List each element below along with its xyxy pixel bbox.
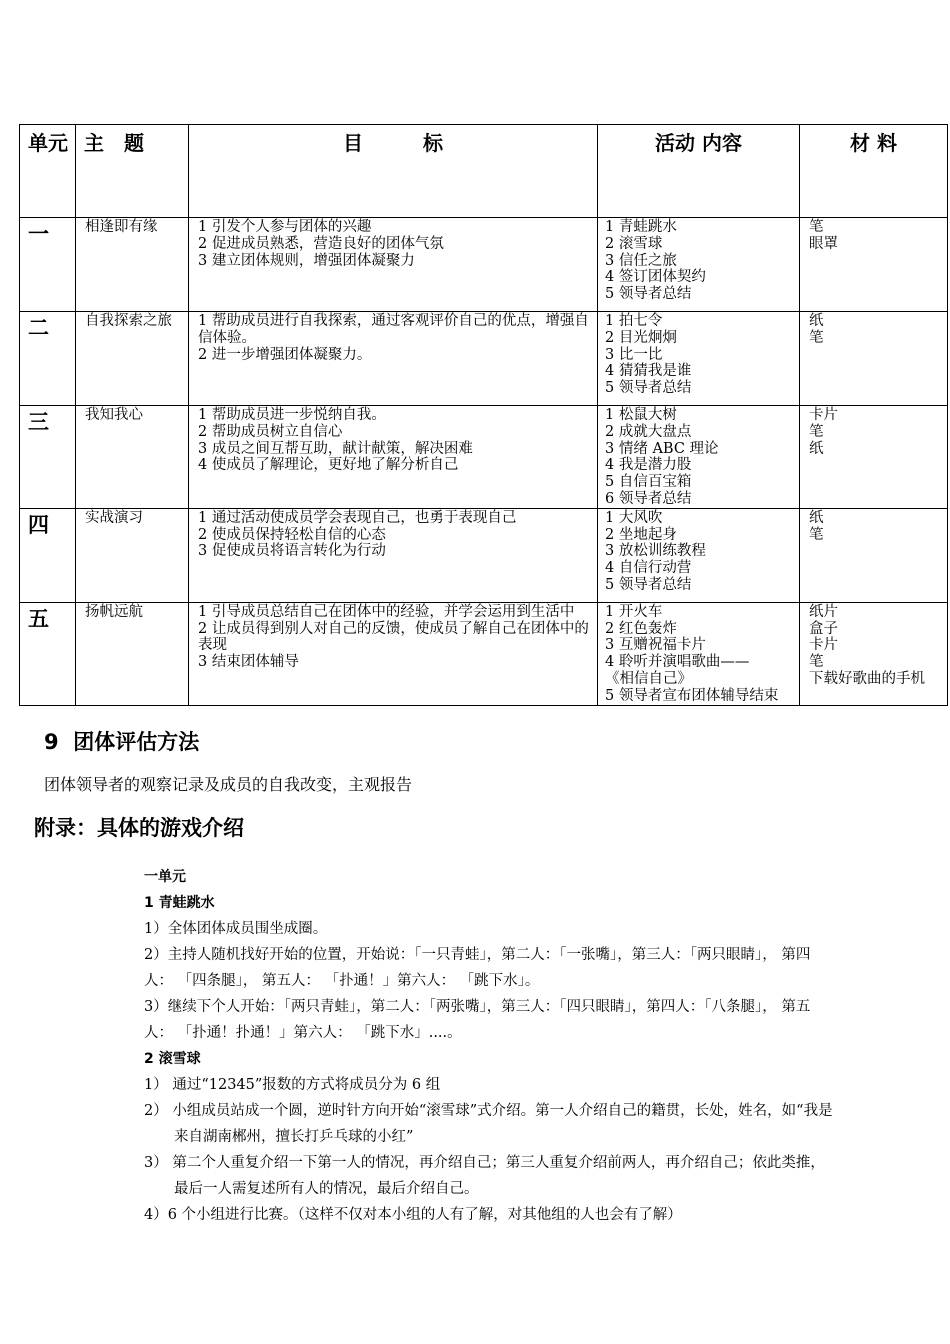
table-row [20,406,948,509]
game-2-step: 4）6 个小组进行比赛。（这样不仅对本小组的人有了解，对其他组的人也会有了解） [144,1207,682,1223]
game-descriptions [144,864,834,1228]
header-material: 材 料 [800,125,948,218]
appendix-heading: 附录：具体的游戏介绍 [34,816,244,840]
activity-cell: 1 拍七令 2 目光炯炯 3 比一比 4 猜猜我是谁 5 领导者总结 [598,312,800,406]
material-cell: 卡片 笔 纸 [800,406,948,509]
theme-cell: 我知我心 [76,406,189,509]
activity-cell: 1 开火车 2 红色轰炸 3 互赠祝福卡片 4 聆听并演唱歌曲—— 《相信自己》 5 领导者宣布团体辅导结束 [598,602,800,705]
header-theme: 主 题 [76,125,189,218]
table-row [20,218,948,312]
material-cell: 纸片 盒子 卡片 笔 下载好歌曲的手机 [800,602,948,705]
table-row [20,312,948,406]
header-activity: 活动 内容 [598,125,800,218]
material-cell: 笔 眼罩 [800,218,948,312]
unit-cell: 二 [20,312,76,406]
theme-cell: 实战演习 [76,508,189,602]
goal-cell: 1 引发个人参与团体的兴趣 2 促进成员熟悉，营造良好的团体气氛 3 建立团体规则，增强团体凝聚力 [189,218,598,312]
theme-cell: 自我探索之旅 [76,312,189,406]
unit-cell: 三 [20,406,76,509]
game-1-step: 2）主持人随机找好开始的位置，开始说：「一只青蛙」，第二人：「一张嘴」，第三人：「两只眼睛」， 第四人： 「四条腿」， 第五人： 「扑通！」第六人： 「跳下水」。 [144,947,811,989]
unit-title: 一单元 [144,869,186,885]
header-goal: 目 标 [189,125,598,218]
goal-cell: 1 帮助成员进行自我探索，通过客观评价自己的优点，增强自信体验。 2 进一步增强团体凝聚力。 [189,312,598,406]
game-2-step: 1） 通过“12345”报数的方式将成员分为 6 组 [144,1077,441,1093]
table-row [20,508,948,602]
unit-cell: 五 [20,602,76,705]
game-2-step: 3） 第二个人重复介绍一下第一人的情况，再介绍自己；第三人重复介绍前两人，再介绍自己；依此类推，最后一人需复述所有人的情况，最后介绍自己。 [144,1155,825,1197]
goal-cell: 1 通过活动使成员学会表现自己，也勇于表现自己 2 使成员保持轻松自信的心态 3 促使成员将语言转化为行动 [189,508,598,602]
game-1-step: 1）全体团体成员围坐成圈。 [144,921,328,937]
section-9-heading: 9 团体评估方法 [44,730,200,754]
unit-cell: 一 [20,218,76,312]
game-1-step: 3）继续下个人开始：「两只青蛙」，第二人：「两张嘴」，第三人：「四只眼睛」，第四人：「八条腿」， 第五人： 「扑通！扑通！」第六人： 「跳下水」....。 [144,999,811,1041]
section-9-text: 团体领导者的观察记录及成员的自我改变，主观报告 [44,775,413,794]
unit-cell: 四 [20,508,76,602]
game-2-title: 2 滚雪球 [144,1051,201,1067]
table-row [20,602,948,705]
game-2-step: 2） 小组成员站成一个圆，逆时针方向开始“滚雪球”式介绍。第一人介绍自己的籍贯，长处，姓名，如“我是来自湖南郴州，擅长打乒乓球的小红” [144,1103,833,1145]
header-unit: 单元 [20,125,76,218]
activity-plan-table [19,124,948,706]
activity-cell: 1 松鼠大树 2 成就大盘点 3 情绪 ABC 理论 4 我是潜力股 5 自信百宝箱 6 领导者总结 [598,406,800,509]
material-cell: 纸 笔 [800,508,948,602]
game-1-title: 1 青蛙跳水 [144,895,215,911]
theme-cell: 扬帆远航 [76,602,189,705]
goal-cell: 1 帮助成员进一步悦纳自我。 2 帮助成员树立自信心 3 成员之间互帮互助，献计献策，解决困难 4 使成员了解理论，更好地了解分析自己 [189,406,598,509]
material-cell: 纸 笔 [800,312,948,406]
goal-cell: 1 引导成员总结自己在团体中的经验，并学会运用到生活中 2 让成员得到别人对自己的反馈，使成员了解自己在团体中的表现 3 结束团体辅导 [189,602,598,705]
theme-cell: 相逢即有缘 [76,218,189,312]
table-header-row [20,125,948,218]
activity-cell: 1 青蛙跳水 2 滚雪球 3 信任之旅 4 签订团体契约 5 领导者总结 [598,218,800,312]
activity-cell: 1 大风吹 2 坐地起身 3 放松训练教程 4 自信行动营 5 领导者总结 [598,508,800,602]
